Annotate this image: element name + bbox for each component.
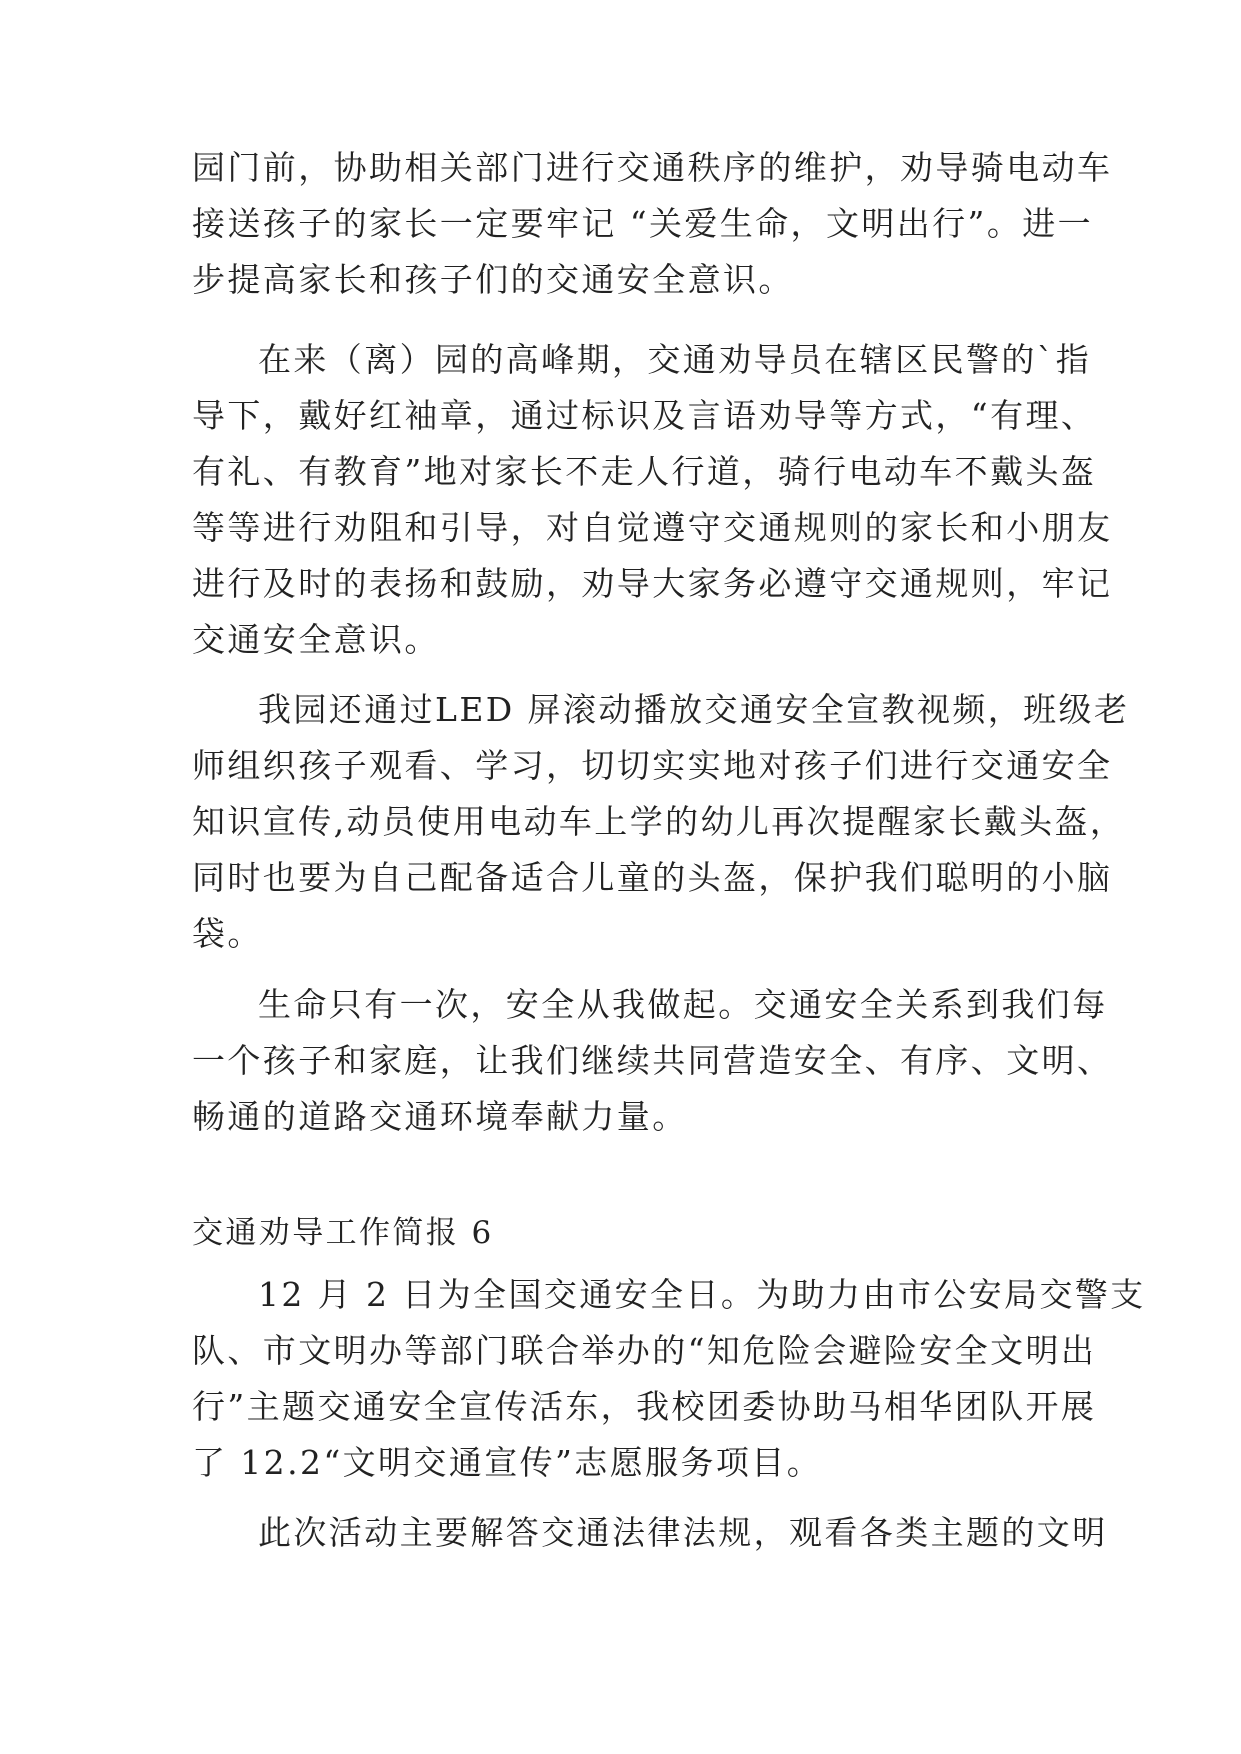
text-line: 等等进行劝阻和引导，对自觉遵守交通规则的家长和小朋友 xyxy=(192,508,1113,547)
text-line: 在来（离）园的高峰期，交通劝导员在辖区民警的`指 xyxy=(258,340,1092,379)
text-line: 袋。 xyxy=(192,914,263,953)
text-line: 同时也要为自己配备适合儿童的头盔，保护我们聪明的小脑 xyxy=(192,858,1113,897)
text-line: 行”主题交通安全宣传活东，我校团委协助马相华团队开展 xyxy=(192,1387,1097,1426)
text-line: 一个孩子和家庭，让我们继续共同营造安全、有序、文明、 xyxy=(192,1041,1113,1080)
text-line: 知识宣传,动员使用电动车上学的幼儿再次提醒家长戴头盔， xyxy=(192,802,1126,841)
text-line: 此次活动主要解答交通法律法规，观看各类主题的文明 xyxy=(258,1513,1108,1552)
text-line: 生命只有一次，安全从我做起。交通安全关系到我们每 xyxy=(258,985,1108,1024)
text-line: 师组织孩子观看、学习，切切实实地对孩子们进行交通安全 xyxy=(192,746,1113,785)
text-line: 我园还通过LED 屏滚动播放交通安全宣教视频，班级老 xyxy=(258,690,1130,729)
text-line: 进行及时的表扬和鼓励，劝导大家务必遵守交通规则，牢记 xyxy=(192,564,1113,603)
text-line: 了 12.2“文明交通宣传”志愿服务项目。 xyxy=(192,1443,823,1482)
text-line: 导下，戴好红袖章，通过标识及言语劝导等方式，“有理、 xyxy=(192,396,1097,435)
text-line: 畅通的道路交通环境奉献力量。 xyxy=(192,1097,688,1136)
text-line: 园门前，协助相关部门进行交通秩序的维护，劝导骑电动车 xyxy=(192,148,1113,187)
section-heading: 交通劝导工作简报 6 xyxy=(192,1215,494,1251)
text-line: 步提高家长和孩子们的交通安全意识。 xyxy=(192,260,794,299)
text-line: 队、市文明办等部门联合举办的“知危险会避险安全文明出 xyxy=(192,1331,1097,1370)
text-line: 接送孩子的家长一定要牢记 “关爱生命，文明出行”。进一 xyxy=(192,204,1094,243)
text-line: 交通安全意识。 xyxy=(192,620,440,659)
text-line: 有礼、有教育”地对家长不走人行道，骑行电动车不戴头盔 xyxy=(192,452,1097,491)
text-line: 12 月 2 日为全国交通安全日。为助力由市公安局交警支 xyxy=(258,1275,1146,1314)
